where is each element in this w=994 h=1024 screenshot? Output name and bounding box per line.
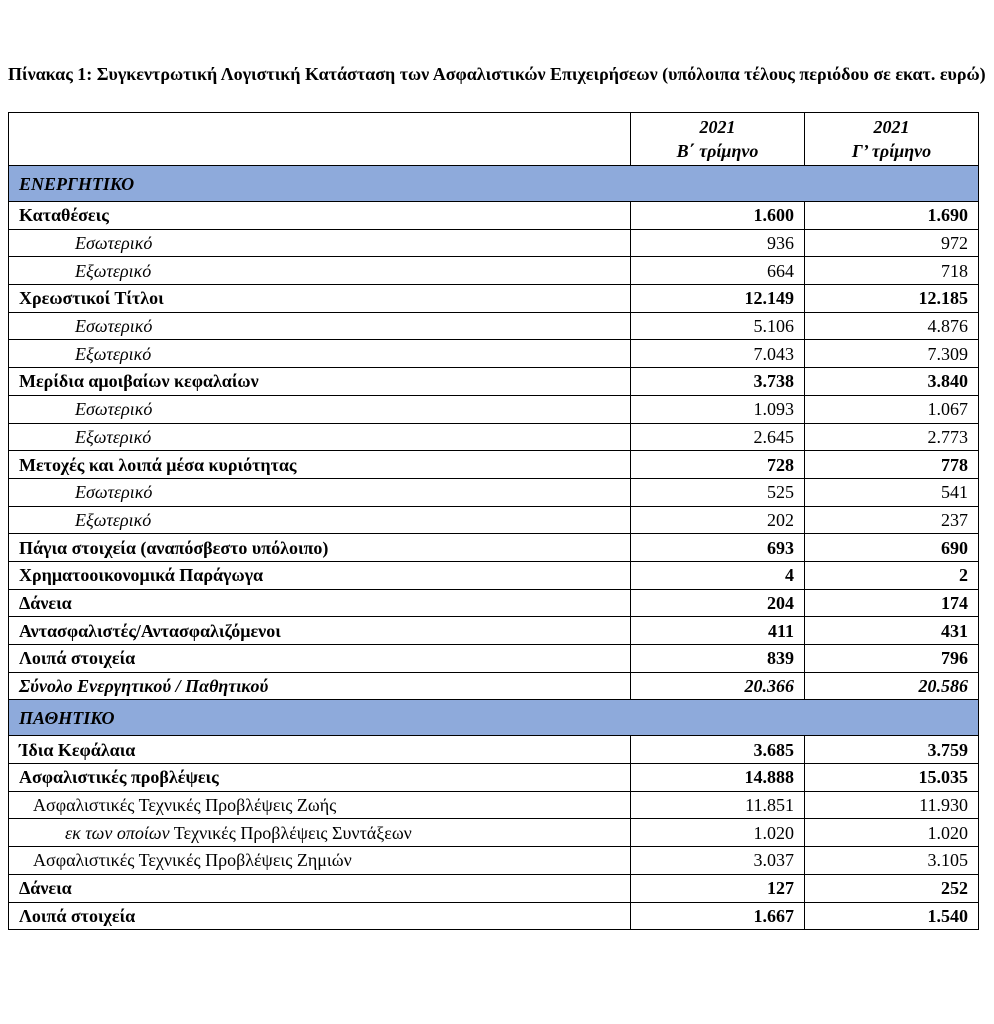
row-value-q2: 1.600 [631,202,805,230]
table-row [9,506,979,534]
row-value-q3: 237 [805,506,979,534]
table-row [9,368,979,396]
header-empty-cell [9,113,631,166]
row-value-q2: 3.037 [631,847,805,875]
table-row [9,423,979,451]
header-q3 [805,113,979,166]
header-q3-period: Γ’ τρίμηνο [851,141,932,161]
row-value-q3: 1.690 [805,202,979,230]
row-label: Ασφαλιστικές προβλέψεις [9,764,631,792]
row-value-q2: 693 [631,534,805,562]
table-row [9,534,979,562]
row-value-q2: 2.645 [631,423,805,451]
row-value-q2: 12.149 [631,285,805,313]
total-row [9,672,979,700]
row-value-q3: 15.035 [805,764,979,792]
table-header-row [9,113,979,166]
row-label: Ασφαλιστικές Τεχνικές Προβλέψεις Ζωής [9,791,631,819]
row-label: Δάνεια [9,589,631,617]
row-value-q3: 796 [805,645,979,673]
row-value-q2: 11.851 [631,791,805,819]
row-value-q3: 20.586 [805,672,979,700]
table-row [9,229,979,257]
row-label: Εξωτερικό [9,257,631,285]
row-value-q3: 1.020 [805,819,979,847]
row-value-q2: 936 [631,229,805,257]
liabilities-section-header [9,700,979,736]
row-label: Ίδια Κεφάλαια [9,736,631,764]
row-value-q2: 728 [631,451,805,479]
row-label: Πάγια στοιχεία (αναπόσβεστο υπόλοιπο) [9,534,631,562]
row-value-q2: 839 [631,645,805,673]
row-value-q2: 20.366 [631,672,805,700]
row-value-q2: 411 [631,617,805,645]
row-value-q2: 664 [631,257,805,285]
row-value-q3: 1.540 [805,902,979,930]
header-q2 [631,113,805,166]
row-label: Εσωτερικό [9,395,631,423]
row-value-q3: 2.773 [805,423,979,451]
table-row [9,340,979,368]
row-value-q3: 1.067 [805,395,979,423]
row-label: Εξωτερικό [9,340,631,368]
row-value-q2: 7.043 [631,340,805,368]
row-value-q3: 431 [805,617,979,645]
row-value-q3: 7.309 [805,340,979,368]
row-value-q3: 972 [805,229,979,257]
row-value-q3: 3.840 [805,368,979,396]
table-caption: Πίνακας 1: Συγκεντρωτική Λογιστική Κατάσταση των Ασφαλιστικών Επιχειρήσεων (υπόλοιπα τέλους περιόδου σε εκατ. ευρώ) [8,64,986,84]
table-row [9,736,979,764]
row-value-q2: 525 [631,478,805,506]
row-value-q3: 3.105 [805,847,979,875]
row-value-q2: 3.685 [631,736,805,764]
row-value-q3: 252 [805,874,979,902]
assets-section-header [9,166,979,202]
row-value-q2: 127 [631,874,805,902]
table-row [9,312,979,340]
table-row [9,645,979,673]
table-row [9,764,979,792]
table-row [9,874,979,902]
table-row [9,902,979,930]
row-label: Αντασφαλιστές/Αντασφαλιζόμενοι [9,617,631,645]
row-label: Μετοχές και λοιπά μέσα κυριότητας [9,451,631,479]
table-row [9,451,979,479]
row-label: Χρεωστικοί Τίτλοι [9,285,631,313]
row-label: Καταθέσεις [9,202,631,230]
row-label: Ασφαλιστικές Τεχνικές Προβλέψεις Ζημιών [9,847,631,875]
row-value-q3: 12.185 [805,285,979,313]
row-value-q2: 3.738 [631,368,805,396]
row-value-q2: 1.093 [631,395,805,423]
row-label: Εσωτερικό [9,478,631,506]
row-label: Σύνολο Ενεργητικού / Παθητικού [9,672,631,700]
table-row [9,791,979,819]
table-row [9,819,979,847]
row-value-q3: 11.930 [805,791,979,819]
liabilities-heading: ΠΑΘΗΤΙΚΟ [9,700,979,736]
row-label-text: Τεχνικές Προβλέψεις Συντάξεων [173,822,412,843]
row-label [9,819,631,847]
row-label: Λοιπά στοιχεία [9,645,631,673]
header-q2-period: Β΄ τρίμηνο [676,141,759,161]
row-value-q3: 4.876 [805,312,979,340]
row-value-q2: 204 [631,589,805,617]
row-value-q2: 202 [631,506,805,534]
header-q2-year: 2021 [699,117,736,137]
table-row [9,589,979,617]
row-label: Εξωτερικό [9,423,631,451]
row-value-q3: 778 [805,451,979,479]
row-value-q3: 718 [805,257,979,285]
row-label: Εσωτερικό [9,312,631,340]
row-label: Χρηματοοικονομικά Παράγωγα [9,561,631,589]
table-row [9,617,979,645]
row-label: Εξωτερικό [9,506,631,534]
table-row [9,478,979,506]
table-row [9,285,979,313]
table-row [9,257,979,285]
balance-sheet-table [8,112,979,930]
row-label: Λοιπά στοιχεία [9,902,631,930]
row-label: Μερίδια αμοιβαίων κεφαλαίων [9,368,631,396]
assets-heading: ΕΝΕΡΓΗΤΙΚΟ [9,166,979,202]
row-label: Δάνεια [9,874,631,902]
table-row [9,561,979,589]
row-value-q2: 1.667 [631,902,805,930]
row-value-q3: 2 [805,561,979,589]
table-row [9,847,979,875]
row-value-q2: 14.888 [631,764,805,792]
row-value-q2: 5.106 [631,312,805,340]
row-label: Εσωτερικό [9,229,631,257]
header-q3-year: 2021 [873,117,910,137]
table-row [9,395,979,423]
row-value-q2: 4 [631,561,805,589]
row-value-q3: 690 [805,534,979,562]
row-value-q2: 1.020 [631,819,805,847]
row-value-q3: 174 [805,589,979,617]
row-value-q3: 3.759 [805,736,979,764]
table-row [9,202,979,230]
row-label-italic-prefix: εκ των οποίων [65,822,170,843]
row-value-q3: 541 [805,478,979,506]
